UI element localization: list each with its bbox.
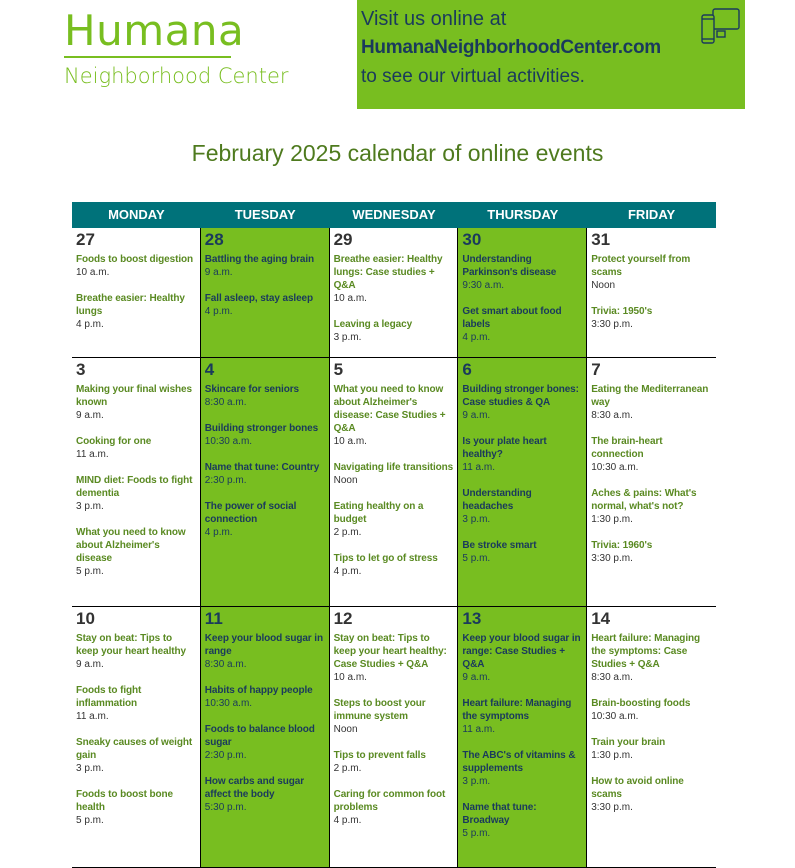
- event-item[interactable]: [334, 318, 455, 344]
- banner-website-link[interactable]: HumanaNeighborhoodCenter.com: [361, 37, 661, 58]
- event-title: Building stronger bones: [204, 423, 319, 434]
- event-title: Trivia: 1950's: [591, 306, 653, 317]
- event-item[interactable]: [462, 435, 583, 474]
- event-title: Steps to boost your immune system: [333, 698, 426, 722]
- event-title: Eating the Mediterranean way: [591, 384, 709, 408]
- day-number: 7: [591, 360, 601, 379]
- event-title: Battling the aging brain: [204, 254, 315, 265]
- event-item[interactable]: [76, 684, 197, 723]
- event-title: Brain-boosting foods: [591, 698, 691, 709]
- event-title: Name that tune: Country: [204, 462, 320, 473]
- event-title: What you need to know about Alzheimer's disease: Case Studies + Q&A: [333, 384, 446, 434]
- day-number: 6: [462, 360, 472, 379]
- event-item[interactable]: [462, 487, 583, 526]
- event-item[interactable]: [462, 749, 583, 788]
- event-time: 5:30 p.m.: [204, 802, 247, 813]
- event-time: Noon: [591, 280, 616, 291]
- event-item[interactable]: [591, 253, 713, 292]
- event-title: The brain-heart connection: [591, 436, 663, 460]
- event-time: 8:30 a.m.: [591, 672, 633, 683]
- day-number: 4: [204, 360, 215, 379]
- event-title: Heart failure: Managing the symptoms: [462, 698, 572, 722]
- calendar-day: [201, 358, 330, 606]
- event-title: Building stronger bones: Case studies & QA: [462, 384, 579, 408]
- event-item[interactable]: [334, 500, 455, 539]
- event-title: Skincare for seniors: [204, 384, 299, 395]
- day-number: 30: [462, 230, 482, 249]
- event-item[interactable]: [76, 435, 197, 461]
- calendar-day: [458, 358, 587, 606]
- weekday-wednesday: WEDNESDAY: [352, 207, 436, 222]
- weekday-thursday: THURSDAY: [487, 207, 559, 222]
- event-time: 4 p.m.: [333, 566, 362, 577]
- event-time: Noon: [333, 724, 358, 735]
- calendar-day: [330, 228, 459, 357]
- day-number: 10: [76, 609, 95, 628]
- event-title: The power of social connection: [204, 501, 297, 525]
- event-item[interactable]: [462, 697, 583, 736]
- event-item[interactable]: [76, 736, 197, 775]
- event-time: 8:30 a.m.: [204, 659, 247, 670]
- calendar-day: [201, 607, 330, 867]
- event-title: Get smart about food labels: [462, 306, 562, 330]
- event-title: Fall asleep, stay asleep: [204, 293, 314, 304]
- day-number: 5: [333, 360, 344, 379]
- event-title: Train your brain: [591, 737, 666, 748]
- event-title: Trivia: 1960's: [591, 540, 653, 551]
- event-item[interactable]: [205, 292, 326, 318]
- event-item[interactable]: [205, 383, 326, 409]
- event-title: Breathe easier: Healthy lungs: [76, 293, 185, 317]
- event-title: Making your final wishes known: [76, 384, 192, 408]
- event-item[interactable]: [591, 435, 713, 474]
- event-item[interactable]: [76, 474, 197, 513]
- event-item[interactable]: [462, 632, 583, 684]
- banner-line-3: to see our virtual activities.: [361, 66, 585, 87]
- day-number: 31: [591, 230, 611, 249]
- event-title: Foods to boost bone health: [76, 789, 173, 813]
- event-item[interactable]: [591, 736, 713, 762]
- event-time: 3 p.m.: [462, 776, 491, 787]
- event-time: 3:30 p.m.: [591, 319, 633, 330]
- day-number: 28: [204, 230, 224, 249]
- event-title: Tips to prevent falls: [333, 750, 426, 761]
- event-title: Eating healthy on a budget: [333, 501, 424, 525]
- event-item[interactable]: [205, 500, 326, 539]
- calendar-day: [201, 228, 330, 357]
- event-title: Understanding headaches: [462, 488, 532, 512]
- event-item[interactable]: [334, 749, 455, 775]
- event-item[interactable]: [76, 788, 197, 827]
- event-time: Noon: [333, 475, 358, 486]
- calendar-week: [72, 358, 716, 607]
- event-time: 5 p.m.: [76, 815, 104, 826]
- event-time: 3:30 p.m.: [591, 553, 633, 564]
- event-time: 11 a.m.: [76, 711, 109, 722]
- event-time: 10:30 a.m.: [204, 436, 253, 447]
- calendar-day: [587, 607, 716, 867]
- event-item[interactable]: [76, 526, 197, 578]
- event-item[interactable]: [334, 552, 455, 578]
- humana-logo: [64, 8, 289, 88]
- weekday-header: [72, 202, 716, 228]
- event-item[interactable]: [591, 305, 713, 331]
- event-time: 5 p.m.: [462, 828, 491, 839]
- event-item[interactable]: [76, 383, 197, 422]
- calendar-day: [72, 607, 201, 867]
- event-item[interactable]: [591, 383, 713, 422]
- day-number: 27: [76, 230, 95, 249]
- calendar-week: [72, 228, 716, 358]
- event-title: Name that tune: Broadway: [462, 802, 537, 826]
- event-time: 3:30 p.m.: [591, 802, 633, 813]
- event-title: Navigating life transitions: [333, 462, 454, 473]
- calendar-day: [587, 358, 716, 606]
- event-time: 3 p.m.: [76, 763, 104, 774]
- event-time: 3 p.m.: [76, 501, 104, 512]
- event-title: Foods to balance blood sugar: [204, 724, 315, 748]
- event-time: 4 p.m.: [462, 332, 491, 343]
- website-banner: [357, 0, 745, 109]
- event-item[interactable]: [462, 383, 583, 422]
- event-title: Habits of happy people: [204, 685, 313, 696]
- weekday-monday: MONDAY: [108, 207, 165, 222]
- event-item[interactable]: [591, 697, 713, 723]
- event-item[interactable]: [591, 487, 713, 526]
- devices-icon: [701, 7, 741, 47]
- event-title: Protect yourself from scams: [591, 254, 691, 278]
- event-title: Foods to fight inflammation: [76, 685, 142, 709]
- day-number: 29: [333, 230, 353, 249]
- calendar-day: [458, 228, 587, 357]
- event-item[interactable]: [591, 539, 713, 565]
- weekday-friday: FRIDAY: [627, 207, 676, 222]
- event-time: 4 p.m.: [333, 815, 362, 826]
- banner-line-1: Visit us online at: [361, 8, 507, 30]
- event-title: Keep your blood sugar in range: [204, 633, 323, 657]
- calendar-day: [72, 228, 201, 357]
- event-item[interactable]: [205, 632, 326, 671]
- event-time: 10 a.m.: [333, 293, 367, 304]
- event-item[interactable]: [76, 253, 197, 279]
- event-item[interactable]: [462, 801, 583, 840]
- event-item[interactable]: [462, 305, 583, 344]
- event-time: 9:30 a.m.: [462, 280, 505, 291]
- event-title: MIND diet: Foods to fight dementia: [76, 475, 193, 499]
- event-item[interactable]: [76, 292, 197, 331]
- event-time: 11 a.m.: [462, 724, 495, 735]
- event-title: Foods to boost digestion: [76, 254, 194, 265]
- event-time: 10 a.m.: [76, 267, 110, 278]
- event-title: Cooking for one: [76, 436, 152, 447]
- event-time: 9 a.m.: [76, 659, 104, 670]
- page-title: February 2025 calendar of online events: [191, 140, 604, 166]
- event-item[interactable]: [76, 632, 197, 671]
- calendar-day: [330, 358, 459, 606]
- day-number: 11: [204, 609, 223, 628]
- event-title: Leaving a legacy: [333, 319, 413, 330]
- event-time: 9 a.m.: [462, 672, 491, 683]
- event-item[interactable]: [205, 422, 326, 448]
- event-item[interactable]: [205, 723, 326, 762]
- event-time: 10:30 a.m.: [204, 698, 253, 709]
- event-time: 8:30 a.m.: [204, 397, 247, 408]
- event-title: Stay on beat: Tips to keep your heart healthy: [76, 633, 186, 657]
- event-time: 11 a.m.: [76, 449, 109, 460]
- event-time: 10 a.m.: [333, 436, 367, 447]
- logo-subtitle: Neighborhood Center: [64, 64, 289, 88]
- event-time: 8:30 a.m.: [591, 410, 633, 421]
- logo-divider: [64, 56, 231, 58]
- event-time: 10:30 a.m.: [591, 711, 639, 722]
- event-item[interactable]: [205, 253, 326, 279]
- event-title: What you need to know about Alzheimer's disease: [76, 527, 186, 564]
- event-time: 10:30 a.m.: [591, 462, 639, 473]
- event-title: How carbs and sugar affect the body: [204, 776, 305, 800]
- event-time: 5 p.m.: [76, 566, 104, 577]
- event-time: 3 p.m.: [462, 514, 491, 525]
- event-item[interactable]: [205, 684, 326, 710]
- calendar-day: [330, 607, 459, 867]
- event-time: 3 p.m.: [333, 332, 362, 343]
- event-title: Aches & pains: What's normal, what's not?: [591, 488, 697, 512]
- day-number: 12: [333, 609, 353, 628]
- event-time: 9 a.m.: [204, 267, 233, 278]
- event-item[interactable]: [334, 788, 455, 827]
- event-time: 1:30 p.m.: [591, 750, 633, 761]
- calendar-day: [587, 228, 716, 357]
- event-title: The ABC's of vitamins & supplements: [462, 750, 576, 774]
- event-item[interactable]: [334, 697, 455, 736]
- event-title: Caring for common foot problems: [333, 789, 446, 813]
- event-item[interactable]: [591, 632, 713, 684]
- event-time: 2 p.m.: [333, 527, 362, 538]
- event-time: 2:30 p.m.: [204, 750, 247, 761]
- event-time: 9 a.m.: [76, 410, 104, 421]
- event-time: 1:30 p.m.: [591, 514, 633, 525]
- event-time: 11 a.m.: [462, 462, 495, 473]
- event-title: Sneaky causes of weight gain: [76, 737, 193, 761]
- calendar-day: [72, 358, 201, 606]
- event-time: 5 p.m.: [462, 553, 491, 564]
- event-item[interactable]: [334, 383, 455, 448]
- event-time: 4 p.m.: [76, 319, 104, 330]
- event-item[interactable]: [462, 539, 583, 565]
- event-item[interactable]: [205, 775, 326, 814]
- event-item[interactable]: [334, 253, 455, 305]
- weekday-tuesday: TUESDAY: [234, 207, 296, 222]
- calendar-day: [458, 607, 587, 867]
- event-title: Stay on beat: Tips to keep your heart healthy: Case Studies + Q&A: [333, 633, 447, 670]
- event-title: Be stroke smart: [462, 540, 537, 551]
- day-number: 13: [462, 609, 482, 628]
- event-time: 10 a.m.: [333, 672, 367, 683]
- event-item[interactable]: [591, 775, 713, 814]
- day-number: 3: [76, 360, 86, 379]
- event-item[interactable]: [334, 461, 455, 487]
- event-title: Heart failure: Managing the symptoms: Case Studies + Q&A: [591, 633, 701, 670]
- event-time: 2:30 p.m.: [204, 475, 247, 486]
- event-item[interactable]: [205, 461, 326, 487]
- day-number: 14: [591, 609, 611, 628]
- event-title: Breathe easier: Healthy lungs: Case studies + Q&A: [333, 254, 443, 291]
- event-title: Tips to let go of stress: [333, 553, 438, 564]
- event-time: 4 p.m.: [204, 306, 233, 317]
- logo-wordmark: Humana: [64, 6, 245, 55]
- event-item[interactable]: [462, 253, 583, 292]
- event-time: 4 p.m.: [204, 527, 233, 538]
- event-title: Is your plate heart healthy?: [462, 436, 547, 460]
- calendar-week: [72, 607, 716, 868]
- event-title: Understanding Parkinson's disease: [462, 254, 557, 278]
- event-title: Keep your blood sugar in range: Case Studies + Q&A: [462, 633, 581, 670]
- event-time: 9 a.m.: [462, 410, 491, 421]
- event-time: 2 p.m.: [333, 763, 362, 774]
- calendar: [72, 202, 716, 868]
- event-item[interactable]: [334, 632, 455, 684]
- event-title: How to avoid online scams: [591, 776, 684, 800]
